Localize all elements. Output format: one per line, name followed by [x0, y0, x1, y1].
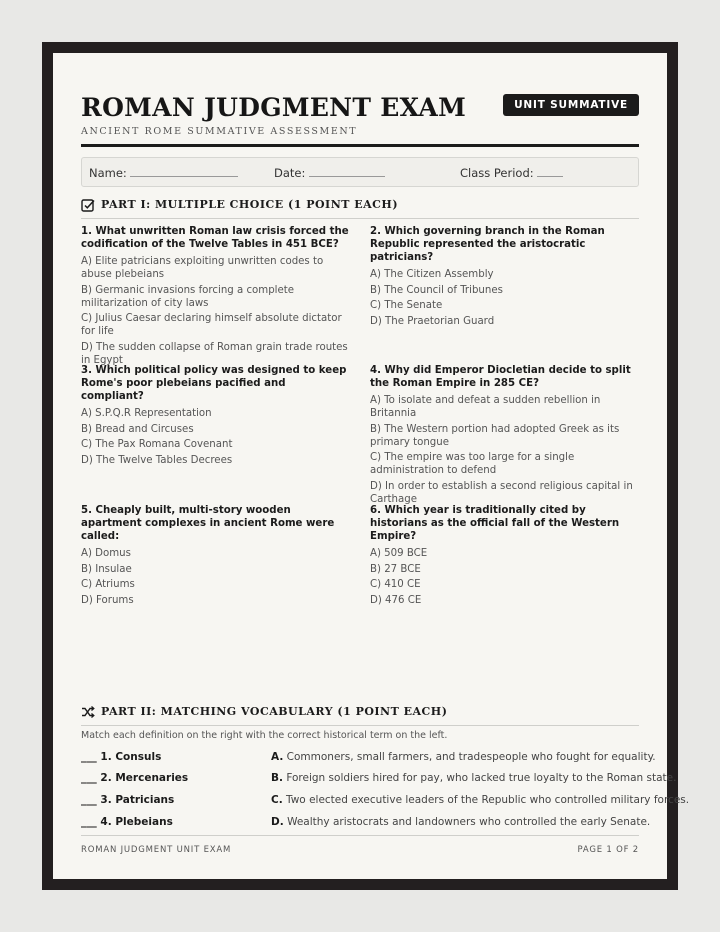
answer-option[interactable]: B) The Council of Tribunes — [370, 284, 503, 296]
answer-option[interactable]: C) The empire was too large for a single administration to defend — [370, 452, 575, 476]
question-text: 1. What unwritten Roman law crisis forced the codification of the Twelve Tables in 451 BCE? — [81, 226, 349, 250]
answer-option[interactable]: C) The Pax Romana Covenant — [81, 439, 233, 450]
answer-option[interactable]: C) The Senate — [370, 300, 443, 311]
answer-option[interactable]: A) 509 BCE — [370, 548, 428, 559]
unit-badge: UNIT SUMMATIVE — [503, 94, 639, 116]
answer-option[interactable]: A) Domus — [81, 548, 131, 559]
matching-row — [81, 751, 656, 767]
answer-option[interactable]: A) The Citizen Assembly — [370, 269, 494, 280]
part2-header — [81, 704, 639, 726]
name-line[interactable] — [130, 166, 238, 177]
class-period-line[interactable] — [537, 166, 563, 177]
date-label: Date: — [274, 166, 306, 180]
answer-option[interactable]: C) Julius Caesar declaring himself absolute dictator for life — [81, 313, 342, 337]
answer-option[interactable]: D) The Twelve Tables Decrees — [81, 454, 233, 466]
answer-option[interactable]: A) To isolate and defeat a sudden rebellion in Britannia — [370, 395, 601, 419]
answer-option[interactable]: D) In order to establish a second religious capital in Carthage — [370, 480, 633, 505]
matching-instructions: Match each definition on the right with the correct historical term on the left. — [81, 730, 448, 741]
exam-page — [53, 53, 690, 879]
matching-definition — [271, 751, 656, 763]
part1-header — [81, 197, 639, 219]
definition-text: Wealthy aristocrats and landowners who controlled the early Senate. — [287, 816, 651, 828]
class-period-field[interactable] — [460, 166, 563, 180]
matching-term[interactable]: ___ 1. Consuls — [81, 751, 162, 763]
question-text: 3. Which political policy was designed to keep Rome's poor plebeians pacified and compliant? — [81, 365, 347, 402]
matching-definition — [271, 794, 689, 806]
header-rule — [81, 144, 639, 147]
definition-text: Foreign soldiers hired for pay, who lacked true loyalty to the Roman state. — [286, 772, 677, 784]
matching-term[interactable]: ___ 3. Patricians — [81, 794, 175, 806]
question-3 — [81, 364, 349, 469]
matching-row — [81, 816, 651, 832]
name-label: Name: — [89, 166, 127, 180]
question-text: 5. Cheaply built, multi-story wooden apartment complexes in ancient Rome were called: — [81, 505, 335, 542]
matching-row — [81, 772, 677, 788]
answer-option[interactable]: A) Elite patricians exploiting unwritten codes to abuse plebeians — [81, 256, 324, 280]
matching-definition — [271, 816, 650, 828]
matching-definition — [271, 772, 676, 784]
question-4 — [370, 364, 638, 508]
page-title: ROMAN JUDGMENT EXAM — [81, 93, 467, 122]
question-2 — [370, 225, 638, 330]
question-6 — [370, 504, 638, 609]
part2-title: PART II: MATCHING VOCABULARY (1 POINT EACH) — [101, 705, 448, 718]
definition-text: Commoners, small farmers, and tradespeople who fought for equality. — [286, 751, 656, 763]
answer-option[interactable]: B) Insulae — [81, 563, 132, 575]
answer-option[interactable]: B) Germanic invasions forcing a complete militarization of city laws — [81, 284, 295, 309]
answer-option[interactable]: D) 476 CE — [370, 594, 422, 606]
definition-letter: B. — [271, 772, 283, 784]
question-text: 2. Which governing branch in the Roman Republic represented the aristocratic patricians? — [370, 226, 605, 263]
answer-option[interactable]: B) 27 BCE — [370, 563, 421, 575]
answer-option[interactable]: B) The Western portion had adopted Greek as its primary tongue — [370, 423, 620, 448]
matching-term[interactable]: ___ 4. Plebeians — [81, 816, 173, 828]
page-number: PAGE 1 OF 2 — [577, 845, 639, 855]
page-frame — [42, 42, 690, 890]
page-subtitle: ANCIENT ROME SUMMATIVE ASSESSMENT — [81, 126, 358, 137]
answer-option[interactable]: D) The Praetorian Guard — [370, 315, 495, 327]
definition-letter: C. — [271, 794, 283, 806]
answer-option[interactable]: A) S.P.Q.R Representation — [81, 408, 212, 419]
matching-row — [81, 794, 690, 810]
answer-option[interactable]: B) Bread and Circuses — [81, 423, 194, 435]
checkbox-icon — [81, 198, 95, 212]
question-text: 6. Which year is traditionally cited by historians as the official fall of the Western Empire? — [370, 505, 620, 542]
definition-letter: D. — [271, 816, 284, 828]
definition-letter: A. — [271, 751, 284, 763]
question-1 — [81, 225, 349, 369]
answer-option[interactable]: D) The sudden collapse of Roman grain trade routes in Egypt — [81, 341, 348, 366]
answer-option[interactable]: D) Forums — [81, 594, 134, 606]
definition-text: Two elected executive leaders of the Republic who controlled military forces. — [286, 794, 690, 806]
footer-rule — [81, 835, 639, 836]
answer-option[interactable]: C) Atriums — [81, 579, 135, 590]
footer-title: ROMAN JUDGMENT UNIT EXAM — [81, 845, 232, 855]
matching-term[interactable]: ___ 2. Mercenaries — [81, 772, 189, 784]
date-line[interactable] — [309, 166, 385, 177]
shuffle-icon — [81, 705, 95, 719]
question-text: 4. Why did Emperor Diocletian decide to split the Roman Empire in 285 CE? — [370, 365, 631, 389]
question-5 — [81, 504, 349, 609]
part1-title: PART I: MULTIPLE CHOICE (1 POINT EACH) — [101, 198, 399, 211]
answer-option[interactable]: C) 410 CE — [370, 579, 421, 590]
student-info-box — [81, 157, 639, 187]
date-field[interactable] — [274, 166, 385, 180]
class-period-label: Class Period: — [460, 166, 534, 180]
name-field[interactable] — [89, 166, 238, 180]
